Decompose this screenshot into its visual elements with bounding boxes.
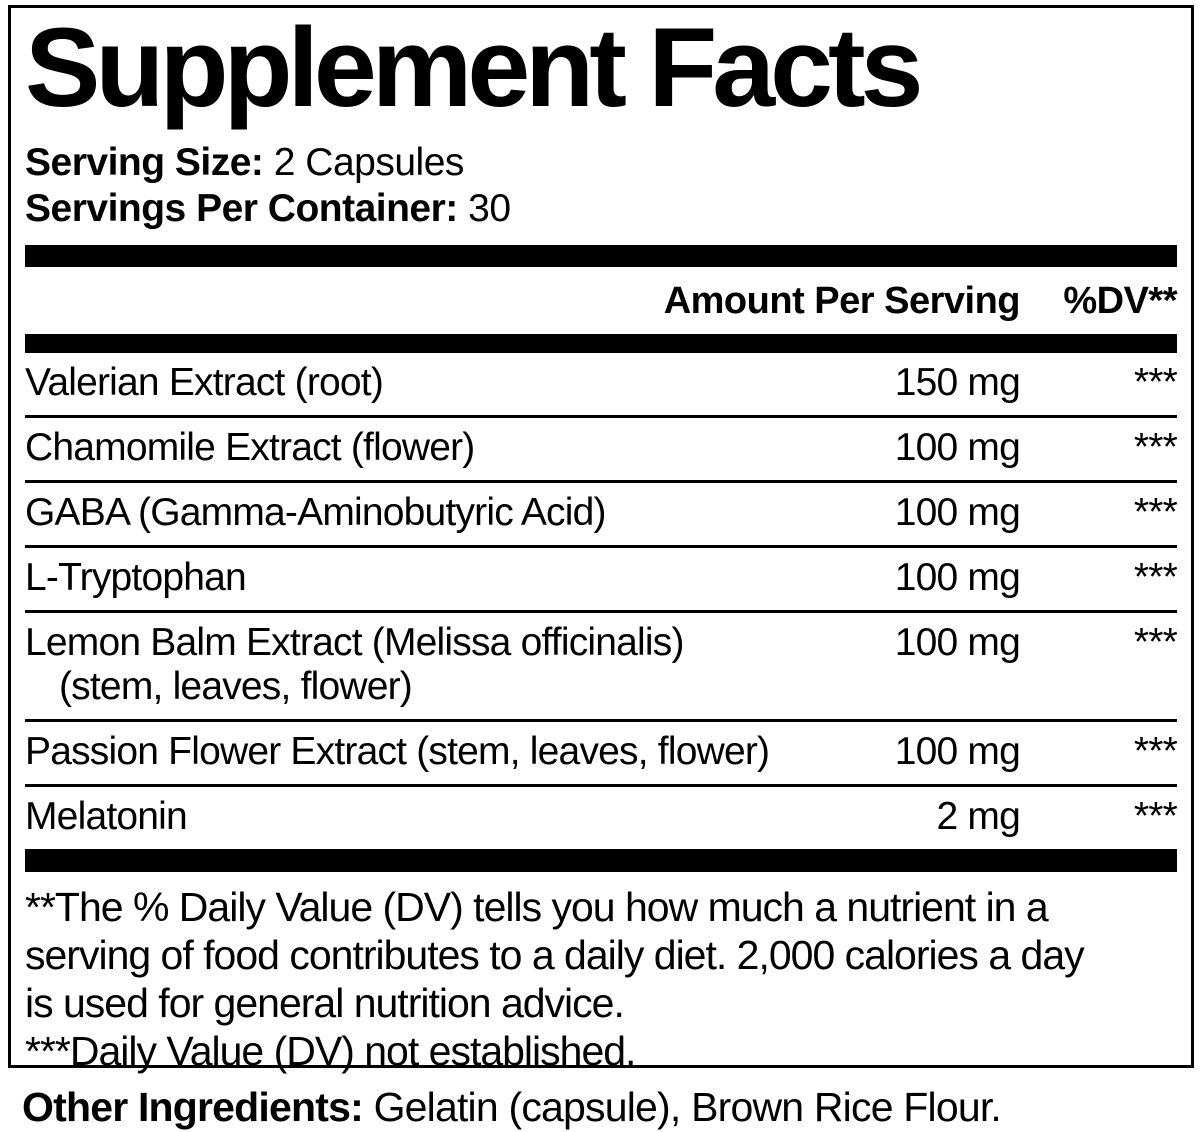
- ingredient-amount: 100 mg: [894, 491, 1020, 534]
- ingredient-amount: 2 mg: [936, 795, 1020, 838]
- ingredient-dv: ***: [1133, 621, 1177, 664]
- supplement-facts-panel: [8, 5, 1194, 1074]
- servings-per-container-label: Servings Per Container:: [25, 187, 458, 230]
- ingredient-amount: 150 mg: [894, 361, 1020, 404]
- footnotes: [25, 883, 1177, 1075]
- ingredient-dv: ***: [1133, 426, 1177, 469]
- panel-title: Supplement Facts: [25, 5, 919, 130]
- table-row: [25, 722, 1177, 787]
- ingredient-dv: ***: [1133, 491, 1177, 534]
- ingredient-dv: ***: [1133, 730, 1177, 773]
- ingredient-name: [25, 621, 845, 709]
- ingredient-name: GABA (Gamma-Aminobutyric Acid): [25, 491, 606, 534]
- footnote-dv-line2: serving of food contributes to a daily diet. 2,000 calories a day: [25, 932, 1084, 978]
- ingredient-dv: ***: [1133, 795, 1177, 838]
- ingredient-dv: ***: [1133, 556, 1177, 599]
- ingredient-name: L-Tryptophan: [25, 556, 246, 599]
- servings-per-container-value: 30: [468, 187, 511, 230]
- other-ingredients-value: Gelatin (capsule), Brown Rice Flour.: [373, 1084, 1002, 1130]
- ingredient-name-line1: Lemon Balm Extract (Melissa officinalis): [25, 621, 684, 664]
- table-row: [25, 787, 1177, 849]
- ingredient-table: [25, 353, 1177, 849]
- divider-bar-bottom: [25, 849, 1177, 872]
- ingredient-name: Valerian Extract (root): [25, 361, 384, 404]
- ingredient-name-line2: (stem, leaves, flower): [59, 665, 412, 708]
- footnote-dv-line3: is used for general nutrition advice.: [25, 980, 624, 1026]
- table-row: [25, 418, 1177, 483]
- ingredient-dv: ***: [1133, 361, 1177, 404]
- divider-bar-header: [25, 334, 1177, 353]
- ingredient-name: Passion Flower Extract (stem, leaves, flower): [25, 730, 770, 773]
- table-header-row: [25, 267, 1177, 334]
- divider-bar-top: [25, 245, 1177, 267]
- serving-size-value: 2 Capsules: [273, 141, 464, 184]
- header-percent-dv: %DV**: [1063, 280, 1177, 322]
- table-row: [25, 548, 1177, 613]
- footnote-not-established: ***Daily Value (DV) not established.: [25, 1028, 636, 1074]
- ingredient-amount: 100 mg: [894, 426, 1020, 469]
- table-row: [25, 483, 1177, 548]
- serving-info: [25, 140, 1177, 232]
- ingredient-name: Chamomile Extract (flower): [25, 426, 475, 469]
- serving-size-line: [25, 140, 1177, 186]
- other-ingredients-label: Other Ingredients:: [22, 1084, 363, 1130]
- table-row: [25, 613, 1177, 722]
- ingredient-amount: 100 mg: [894, 730, 1020, 773]
- ingredient-amount: 100 mg: [894, 621, 1020, 664]
- footnote-dv-line1: **The % Daily Value (DV) tells you how much a nutrient in a: [25, 884, 1048, 930]
- other-ingredients-line: [22, 1084, 1001, 1130]
- table-row: [25, 353, 1177, 418]
- header-amount-per-serving: Amount Per Serving: [663, 280, 1020, 322]
- servings-per-container-line: [25, 186, 1177, 232]
- ingredient-amount: 100 mg: [894, 556, 1020, 599]
- ingredient-name: Melatonin: [25, 795, 187, 838]
- serving-size-label: Serving Size:: [25, 141, 264, 184]
